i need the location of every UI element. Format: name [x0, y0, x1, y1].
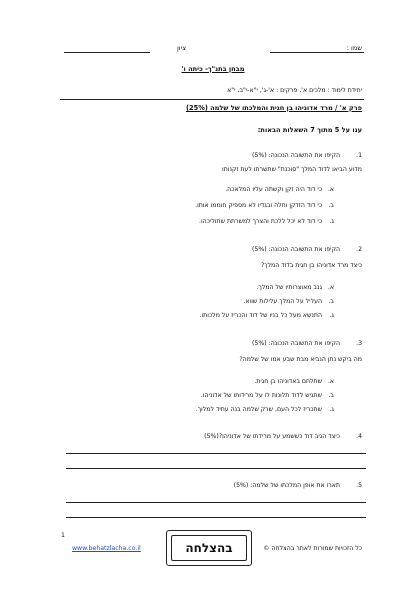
- question-text: מדוע הביאו לדוד המלך "סוכנת" שתשרתו לעת זקנותו: [222, 166, 362, 173]
- option-text[interactable]: גנב מאוצרותיו של המלך.: [256, 284, 322, 291]
- option-letter[interactable]: א.: [327, 284, 334, 291]
- header-divider: [60, 99, 364, 100]
- instructions: ענו על 5 מתוך 7 השאלות הבאות:: [257, 126, 362, 134]
- answer-line[interactable]: [66, 468, 366, 469]
- option-text[interactable]: כי דוד לא יכל ללכת והצרך למשרתת שתוליכהו.: [198, 218, 322, 225]
- page-number: 1: [61, 532, 65, 539]
- question-number: 3.: [356, 340, 362, 347]
- answer-line[interactable]: [66, 502, 366, 503]
- question-number: 2.: [356, 246, 362, 253]
- option-text[interactable]: שתגיש לדוד תלונות לו על מרידותו של אדוניהו.: [200, 392, 322, 399]
- question-number: 1.: [356, 152, 362, 159]
- option-letter[interactable]: א.: [327, 186, 334, 193]
- option-letter[interactable]: ב.: [328, 392, 334, 399]
- chapter-title: פרק א' / מרד אדוניהו בן חגית והמלכתו של שלמה (25%): [186, 104, 362, 112]
- question-number: 5.: [356, 482, 362, 489]
- option-letter[interactable]: ג.: [329, 312, 334, 319]
- option-letter[interactable]: ב.: [328, 202, 334, 209]
- answer-line[interactable]: [66, 517, 366, 518]
- name-field-line[interactable]: [270, 52, 364, 53]
- question-prompt: תארו את אופן המלכתו של שלמה: (5%): [233, 482, 340, 489]
- answer-line[interactable]: [66, 453, 366, 454]
- question-number: 4.: [356, 433, 362, 440]
- question-text: כיצד מרד אדוניהו בן חגית בדוד המלך?: [260, 262, 362, 269]
- option-letter[interactable]: א.: [327, 378, 334, 385]
- question-prompt: הקיפו את התשובה הנכונה: (5%): [252, 340, 340, 347]
- question-prompt: כיצד הגיב דוד כששמע על מרידתו של אדוניהו?(5%): [204, 433, 340, 440]
- option-text[interactable]: כי דוד הזדקן וחלה ובגדיו לא מספיק חוממו אותו.: [195, 202, 322, 209]
- logo-text: בהצלחה: [171, 535, 247, 561]
- exam-title: מבחן בתנ"ך- כיתה ו': [181, 65, 245, 73]
- question-text: מה ביקש נתן הנביא מבת שבע אמו של שלמה?: [239, 356, 362, 363]
- option-letter[interactable]: ג.: [329, 406, 334, 413]
- grade-field-line[interactable]: [64, 52, 150, 53]
- option-text[interactable]: התנשא מעל כל בניו של דוד והכריז על מלכותו.: [199, 312, 322, 319]
- behatzlacha-logo: [166, 530, 252, 566]
- option-text[interactable]: שתכריז לכל העם, שרק שלמה בנה עתיד למלוך.: [195, 406, 322, 413]
- grade-label: ציון: [177, 44, 186, 52]
- question-prompt: הקיפו את התשובה הנכונה: (5%): [252, 152, 340, 159]
- copyright-text: כל הזכויות שמורות לאתר בהצלחה ©: [263, 545, 362, 552]
- option-text[interactable]: כי דוד היה זקן וקשתה עליו המלאכה.: [225, 186, 322, 193]
- website-link[interactable]: www.behatzlacha.co.il: [72, 545, 141, 552]
- question-prompt: הקיפו את התשובה הנכונה: (5%): [252, 246, 340, 253]
- option-letter[interactable]: ב.: [328, 298, 334, 305]
- study-unit: יחידת לימוד : מלכים א', פרקים : א'-ג', י"א-י"ב, י"א: [227, 87, 362, 94]
- option-text[interactable]: שתלחם באדוניהו בן חגית.: [254, 378, 322, 385]
- option-letter[interactable]: ג.: [329, 218, 334, 225]
- name-label: שמו :: [346, 44, 362, 52]
- option-text[interactable]: העליל על המלך עלילות שווא.: [243, 298, 322, 305]
